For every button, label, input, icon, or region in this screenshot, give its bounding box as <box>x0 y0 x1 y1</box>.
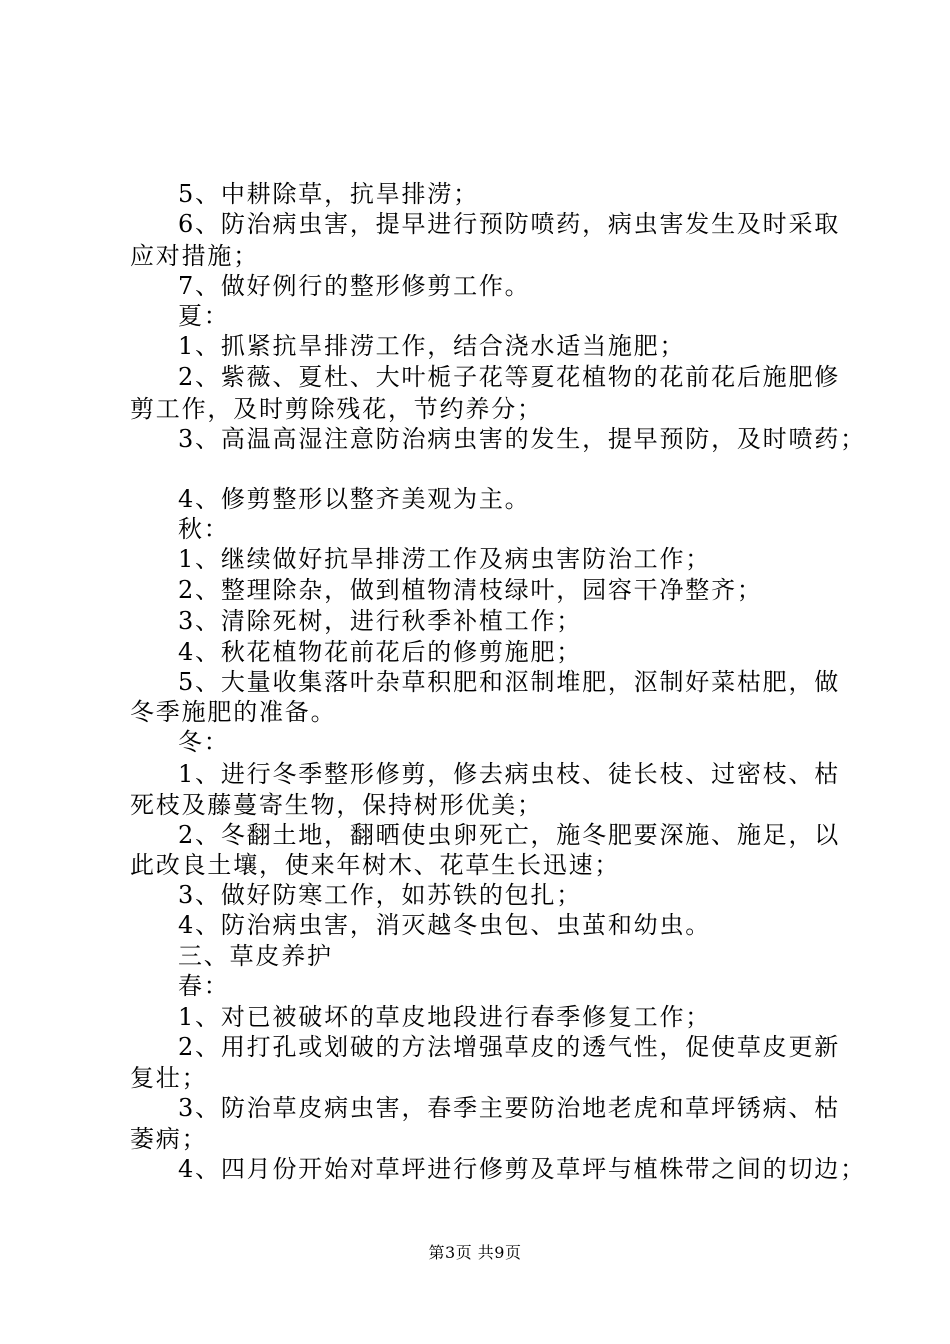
text-line: 1、进行冬季整形修剪，修去病虫枝、徒长枝、过密枝、枯 <box>178 760 841 788</box>
text-line: 冬季施肥的准备。 <box>130 698 337 726</box>
text-line: 6、防治病虫害，提早进行预防喷药，病虫害发生及时采取 <box>178 210 841 238</box>
text-line: 此改良土壤，使来年树木、花草生长迅速； <box>130 851 621 879</box>
text-line: 4、修剪整形以整齐美观为主。 <box>178 485 531 513</box>
text-line: 5、中耕除草，抗旱排涝； <box>178 180 479 208</box>
text-line: 4、四月份开始对草坪进行修剪及草坪与植株带之间的切边； <box>178 1155 866 1183</box>
text-line: 应对措施； <box>130 242 259 270</box>
section-heading-summer: 夏： <box>178 302 230 330</box>
text-line: 剪工作，及时剪除残花，节约养分； <box>130 395 543 423</box>
section-heading-lawn-care: 三、草皮养护 <box>178 942 333 970</box>
text-line: 7、做好例行的整形修剪工作。 <box>178 272 531 300</box>
text-line: 2、冬翻土地，翻晒使虫卵死亡，施冬肥要深施、施足，以 <box>178 821 841 849</box>
text-line: 3、清除死树，进行秋季补植工作； <box>178 607 583 635</box>
text-line: 3、高温高湿注意防治病虫害的发生，提早预防，及时喷药； <box>178 425 866 453</box>
text-line: 复壮； <box>130 1064 208 1092</box>
section-heading-spring: 春： <box>178 972 230 1000</box>
text-line: 1、继续做好抗旱排涝工作及病虫害防治工作； <box>178 545 712 573</box>
text-line: 死枝及藤蔓寄生物，保持树形优美； <box>130 791 543 819</box>
section-heading-winter: 冬： <box>178 728 230 756</box>
text-line: 2、整理除杂，做到植物清枝绿叶，园容干净整齐； <box>178 576 763 604</box>
page-number-footer: 第3页 共9页 <box>428 1243 522 1262</box>
text-line: 5、大量收集落叶杂草积肥和沤制堆肥，沤制好菜枯肥，做 <box>178 668 841 696</box>
text-line: 3、防治草皮病虫害，春季主要防治地老虎和草坪锈病、枯 <box>178 1094 841 1122</box>
text-line: 2、紫薇、夏杜、大叶栀子花等夏花植物的花前花后施肥修 <box>178 363 841 391</box>
section-heading-autumn: 秋： <box>178 515 230 543</box>
text-line: 3、做好防寒工作，如苏铁的包扎； <box>178 881 583 909</box>
text-line: 4、防治病虫害，消灭越冬虫包、虫茧和幼虫。 <box>178 911 712 939</box>
text-line: 1、对已被破坏的草皮地段进行春季修复工作； <box>178 1003 712 1031</box>
text-line: 萎病； <box>130 1125 208 1153</box>
text-line: 2、用打孔或划破的方法增强草皮的透气性，促使草皮更新 <box>178 1033 841 1061</box>
text-line: 4、秋花植物花前花后的修剪施肥； <box>178 638 583 666</box>
text-line: 1、抓紧抗旱排涝工作，结合浇水适当施肥； <box>178 332 686 360</box>
